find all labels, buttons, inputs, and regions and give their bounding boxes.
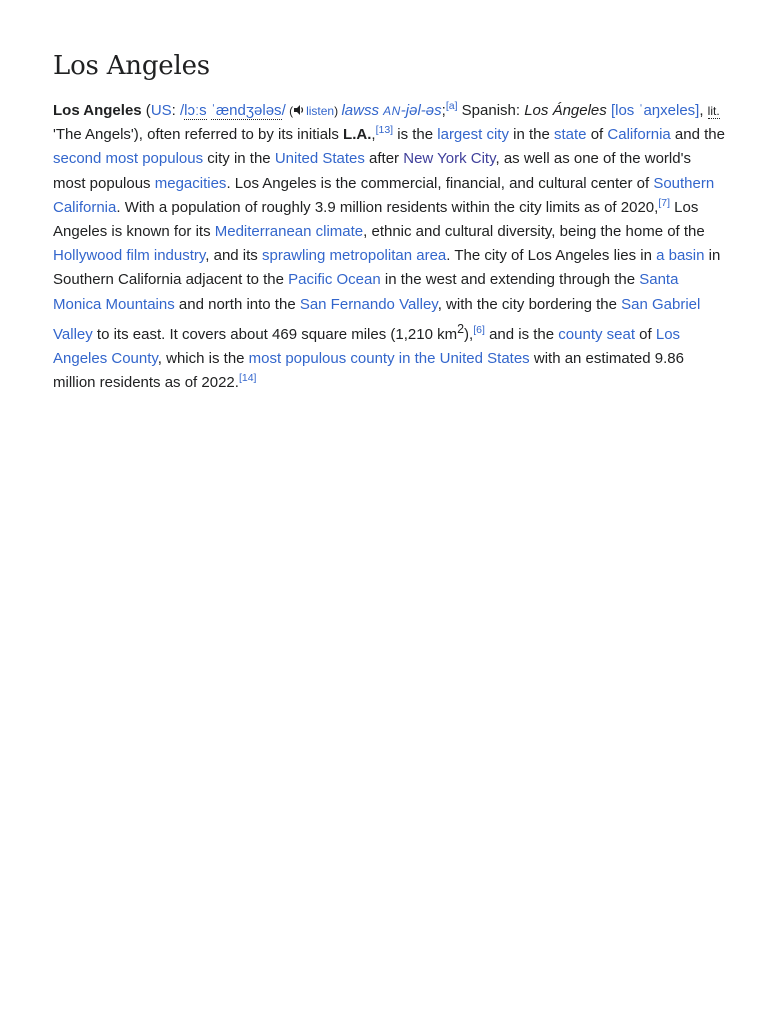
page-title: Los Angeles [53,51,210,81]
km-superscript: 2 [457,321,465,336]
link-united-states[interactable]: United States [274,150,365,168]
ipa-part-2[interactable]: ˈændʒələs [210,102,282,119]
link-most-populous-county[interactable]: most populous county in the United States [248,350,530,368]
respelling-link[interactable]: lawss AN-jəl-əs [341,102,442,119]
ref-13[interactable]: [13] [375,124,394,137]
spanish-name: Los Ángeles [524,102,607,119]
link-sprawling-metro[interactable]: sprawling metropolitan area [261,247,447,265]
link-county-seat[interactable]: county seat [558,325,636,343]
ipa-part-1[interactable]: lɔːs [184,102,207,119]
ipa-open: / [180,102,185,119]
link-los-angeles-county[interactable]: Los Angeles County [53,325,681,368]
speaker-icon [293,104,305,116]
listen-button[interactable] [293,104,334,118]
link-pacific-ocean[interactable]: Pacific Ocean [288,271,381,289]
link-a-basin[interactable]: a basin [656,247,705,265]
link-hollywood[interactable]: Hollywood film industry [53,247,206,265]
note-a[interactable]: [a] [445,100,458,112]
ref-6[interactable]: [6] [473,323,485,336]
link-megacities[interactable]: megacities [154,174,227,192]
initials: L.A. [343,126,372,144]
ipa-close: / [281,102,286,119]
us-pronunciation-link[interactable]: US [150,102,172,119]
literal-abbr: lit. [707,104,720,118]
link-san-fernando-valley[interactable]: San Fernando Valley [299,295,438,313]
link-largest-city[interactable]: largest city [437,126,509,144]
link-state[interactable]: state [554,126,587,144]
link-new-york-city[interactable]: New York City [403,150,496,168]
ref-7[interactable]: [7] [658,196,670,209]
listen-label: listen [306,104,335,118]
link-mediterranean-climate[interactable]: Mediterranean climate [214,223,364,241]
link-california[interactable]: California [607,126,671,144]
ref-14[interactable]: [14] [238,372,257,385]
lead-paragraph: Los Angeles (US: /lɔːs ˈændʒələs/ ( listen) lawss AN-jəl-əs;[a] Spanish: Los Ángeles [los ˈaŋxeles], lit. 'The Angels'), often referred to by its initials L.A.,[13] is the largest city in the state of California and the second most populous city in the United States after New York City, as well as one of the world's most populous megacities. Los Angeles is the commercial, financial, and cultural center of Southern California. With a population of roughly 3.9 million residents within the city limits as of 2020,[7] Los Angeles is known for its Mediterranean climate, ethnic and cultural diversity, being the home of the Hollywood film industry, and its sprawling metropolitan area. The city of Los Angeles lies in a basin in Southern California adjacent to the Pacific Ocean in the west and extending through the Santa Monica Mountains and north into the San Fernando Valley, with the city bordering the San Gabriel Valley to its east. It covers about 469 square miles (1,210 $km^2),[6]$ and is the county seat of Los Angeles County, which is the most populous county in the United States with an estimated 9.86 million residents as of 2022.[14] [53,100,725,392]
link-santa-monica-mountains[interactable]: Santa Monica Mountains [53,271,679,313]
link-san-gabriel-valley[interactable]: San Gabriel Valley [53,295,701,343]
link-southern-california[interactable]: Southern California [53,174,715,216]
article-subject: Los Angeles [53,102,142,119]
spanish-ipa-link[interactable]: [los ˈaŋxeles] [610,102,700,119]
link-second-most-populous[interactable]: second most populous [53,150,204,168]
